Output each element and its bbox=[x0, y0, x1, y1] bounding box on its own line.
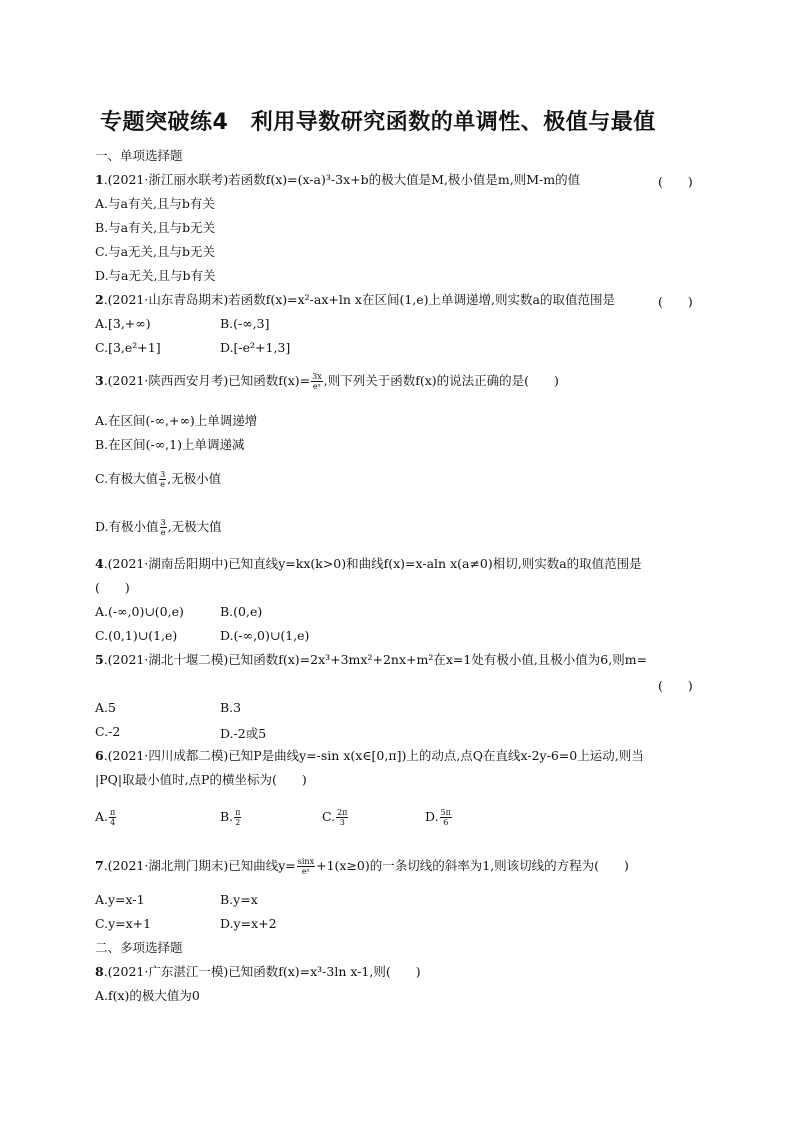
option-letter: A. bbox=[95, 809, 109, 824]
question-7-stem bbox=[95, 857, 629, 876]
fraction bbox=[297, 857, 315, 876]
question-text: ,则下列关于函数f(x)的说法正确的是( ) bbox=[323, 373, 559, 388]
numerator: 3x bbox=[312, 372, 322, 381]
q4-option-c: C.(0,1)∪(1,e) bbox=[95, 628, 178, 643]
q5-option-c: C.-2 bbox=[95, 724, 121, 739]
denominator: e bbox=[160, 528, 166, 537]
denominator: 3 bbox=[339, 818, 345, 827]
q6-option-a bbox=[95, 808, 117, 827]
q8-option-a: A.f(x)的极大值为0 bbox=[95, 988, 200, 1003]
question-text: 已知函数f(x)=2x³+3mx²+2nx+m²在x=1处有极小值,且极小值为6,则m= bbox=[228, 652, 648, 667]
section-heading-multiple-choice: 二、多项选择题 bbox=[95, 940, 183, 955]
numerator: 5π bbox=[440, 808, 451, 817]
question-number: 2 bbox=[95, 292, 104, 307]
question-text: +1(x≥0)的一条切线的斜率为1,则该切线的方程为( ) bbox=[316, 858, 629, 873]
question-text: 若函数f(x)=x²-ax+ln x在区间(1,e)上单调递增,则实数a的取值范围是 bbox=[228, 292, 615, 307]
q7-option-d: D.y=x+2 bbox=[220, 916, 277, 931]
numerator: π bbox=[235, 808, 241, 817]
q6-option-d bbox=[425, 808, 453, 827]
fraction bbox=[440, 808, 452, 827]
question-1-stem bbox=[95, 172, 580, 188]
fraction bbox=[336, 808, 348, 827]
fraction bbox=[160, 518, 167, 537]
fraction bbox=[311, 372, 323, 391]
fraction bbox=[109, 808, 116, 827]
question-5-stem bbox=[95, 652, 647, 668]
q2-option-d: D.[-e²+1,3] bbox=[220, 340, 291, 355]
q3-option-a: A.在区间(-∞,+∞)上单调递增 bbox=[95, 413, 258, 428]
question-8-stem bbox=[95, 964, 421, 980]
question-number: 6 bbox=[95, 748, 104, 763]
question-4-stem bbox=[95, 556, 642, 572]
option-text: ,无极大值 bbox=[167, 519, 222, 534]
q2-option-b: B.(-∞,3] bbox=[220, 316, 270, 331]
q7-option-c: C.y=x+1 bbox=[95, 916, 152, 931]
question-3-stem bbox=[95, 372, 559, 391]
q7-option-b: B.y=x bbox=[220, 892, 258, 907]
question-number: 7 bbox=[95, 858, 104, 873]
q1-option-d: D.与a无关,且与b有关 bbox=[95, 268, 216, 283]
question-source: .(2021·四川成都二模) bbox=[103, 748, 229, 763]
q5-option-b: B.3 bbox=[220, 700, 242, 715]
q1-option-c: C.与a无关,且与b无关 bbox=[95, 244, 216, 259]
answer-paren: ( ) bbox=[658, 678, 693, 693]
question-number: 1 bbox=[95, 172, 104, 187]
question-2-stem bbox=[95, 292, 615, 308]
q1-option-a: A.与a有关,且与b有关 bbox=[95, 196, 215, 211]
numerator: π bbox=[110, 808, 116, 817]
q3-option-b: B.在区间(-∞,1)上单调递减 bbox=[95, 437, 245, 452]
denominator: 2 bbox=[235, 818, 241, 827]
option-letter: D. bbox=[425, 809, 439, 824]
fraction bbox=[234, 808, 241, 827]
answer-paren: ( ) bbox=[658, 294, 693, 309]
option-text: ,无极小值 bbox=[167, 471, 222, 486]
question-6-stem bbox=[95, 748, 644, 764]
question-text: 若函数f(x)=(x-a)³-3x+b的极大值是M,极小值是m,则M-m的值 bbox=[228, 172, 581, 187]
question-number: 5 bbox=[95, 652, 104, 667]
q6-option-c bbox=[322, 808, 349, 827]
question-text: 已知函数f(x)=x³-3ln x-1,则( ) bbox=[228, 964, 421, 979]
q2-option-c: C.[3,e²+1] bbox=[95, 340, 161, 355]
q1-option-b: B.与a有关,且与b无关 bbox=[95, 220, 216, 235]
q5-option-a: A.5 bbox=[95, 700, 116, 715]
question-source: .(2021·山东青岛期末) bbox=[103, 292, 229, 307]
denominator: eˣ bbox=[301, 867, 310, 876]
q2-option-a: A.[3,+∞) bbox=[95, 316, 151, 331]
option-letter: C. bbox=[322, 809, 336, 824]
q3-option-c bbox=[95, 470, 221, 489]
question-text: 已知直线y=kx(k>0)和曲线f(x)=x-aln x(a≠0)相切,则实数a的取值范围是 bbox=[228, 556, 642, 571]
question-source: .(2021·陕西西安月考) bbox=[103, 373, 229, 388]
question-source: .(2021·湖北十堰二模) bbox=[103, 652, 229, 667]
question-source: .(2021·广东湛江一模) bbox=[103, 964, 229, 979]
answer-paren: ( ) bbox=[95, 580, 130, 595]
numerator: 3 bbox=[160, 470, 166, 479]
q3-option-d bbox=[95, 518, 222, 537]
question-number: 8 bbox=[95, 964, 104, 979]
q6-option-b bbox=[220, 808, 242, 827]
question-text: 已知P是曲线y=-sin x(x∈[0,π])上的动点,点Q在直线x-2y-6=0上运动,则当 bbox=[228, 748, 644, 763]
denominator: eˣ bbox=[312, 382, 321, 391]
q4-option-b: B.(0,e) bbox=[220, 604, 263, 619]
denominator: 6 bbox=[443, 818, 449, 827]
fraction bbox=[159, 470, 166, 489]
q4-option-d: D.(-∞,0)∪(1,e) bbox=[220, 628, 310, 643]
denominator: e bbox=[160, 480, 165, 489]
page-title: 专题突破练4 利用导数研究函数的单调性、极值与最值 bbox=[100, 110, 656, 135]
question-6-stem-cont: |PQ|取最小值时,点P的横坐标为( ) bbox=[95, 772, 307, 787]
option-letter: B. bbox=[220, 809, 234, 824]
question-text: 已知曲线y= bbox=[228, 858, 296, 873]
answer-paren: ( ) bbox=[658, 174, 693, 189]
q5-option-d: D.-2或5 bbox=[220, 726, 267, 741]
numerator: 2π bbox=[337, 808, 348, 817]
question-source: .(2021·湖南岳阳期中) bbox=[103, 556, 229, 571]
option-text: C.有极大值 bbox=[95, 471, 159, 486]
question-source: .(2021·浙江丽水联考) bbox=[103, 172, 229, 187]
option-text: D.有极小值 bbox=[95, 519, 159, 534]
denominator: 4 bbox=[110, 818, 116, 827]
q7-option-a: A.y=x-1 bbox=[95, 892, 145, 907]
question-text: 已知函数f(x)= bbox=[228, 373, 311, 388]
question-source: .(2021·湖北荆门期末) bbox=[103, 858, 229, 873]
question-number: 4 bbox=[95, 556, 104, 571]
numerator: 3 bbox=[160, 518, 166, 527]
section-heading-single-choice: 一、单项选择题 bbox=[95, 148, 183, 163]
numerator: sinx bbox=[297, 857, 315, 866]
question-number: 3 bbox=[95, 373, 104, 388]
q4-option-a: A.(-∞,0)∪(0,e) bbox=[95, 604, 184, 619]
